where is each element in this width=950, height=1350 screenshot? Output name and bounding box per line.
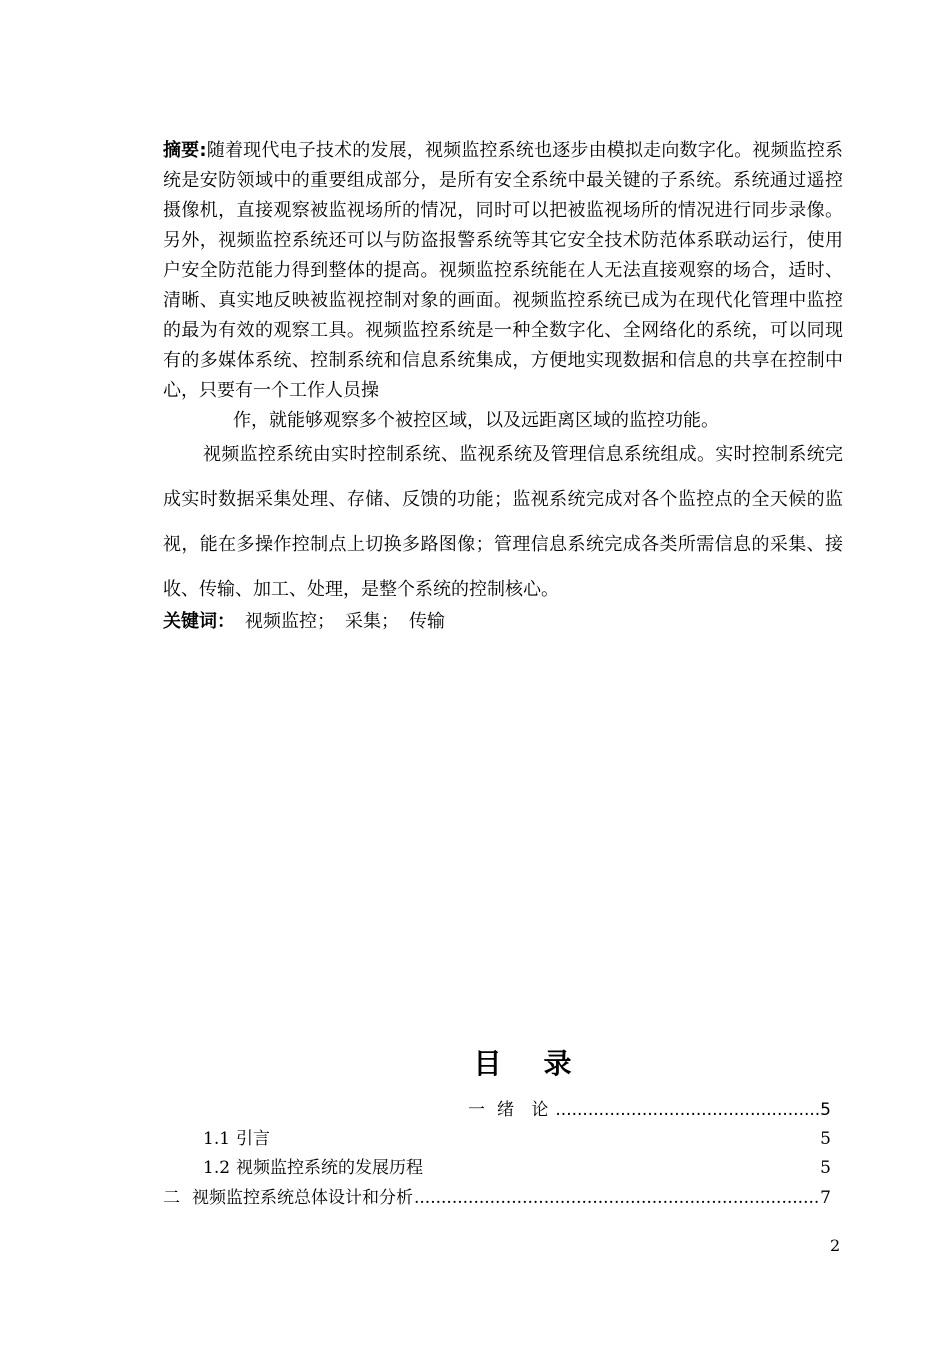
keyword-item: 采集； (345, 611, 399, 632)
toc-entry-page: 7 (820, 1188, 831, 1208)
intro-paragraph: 视频监控系统由实时控制系统、监视系统及管理信息系统组成。实时控制系统完成实时数据采集处理、存储、反馈的功能；监视系统完成对各个监控点的全天候的监视，能在多操作控制点上切换多路图像；管理信息系统完成各类所需信息的采集、接收、传输、加工、处理，是整个系统的控制核心。 (163, 444, 843, 600)
toc-entry-number: 一 (468, 1100, 485, 1120)
toc-leader-dots (555, 1096, 819, 1124)
toc-entry-1[interactable] (468, 1096, 831, 1124)
toc-entry-text: 绪 论 (497, 1100, 555, 1120)
abstract-last-line: 作，就能够观察多个被控区域，以及远距离区域的监控功能。 (233, 410, 719, 431)
toc-leader-dots (414, 1184, 819, 1212)
abstract-paragraph (163, 136, 843, 436)
toc-entry-page: 5 (820, 1129, 831, 1149)
toc-entry-text: 视频监控系统的发展历程 (236, 1158, 424, 1178)
abstract-body: 随着现代电子技术的发展，视频监控系统也逐步由模拟走向数字化。视频监控系统是安防领域中的重要组成部分，是所有安全系统中最关键的子系统。系统通过遥控摄像机，直接观察被监视场所的情况，同时可以把被监视场所的情况进行同步录像。另外，视频监控系统还可以与防盗报警系统等其它安全技术防范体系联动运行，使用户安全防范能力得到整体的提高。视频监控系统能在人无法直接观察的场合，适时、清晰、真实地反映被监视控制对象的画面。视频监控系统已成为在现代化管理中监控的最为有效的观察工具。视频监控系统是一种全数字化、全网络化的系统，可以同现有的多媒体系统、控制系统和信息系统集成，方便地实现数据和信息的共享在控制中心，只要有一个工作人员操 (163, 140, 844, 401)
toc-entry-number: 二 (163, 1188, 180, 1208)
toc-entry-4[interactable] (163, 1184, 831, 1212)
toc-entry-3[interactable] (203, 1154, 831, 1182)
keywords-line (163, 607, 445, 637)
toc-entry-page: 5 (820, 1100, 831, 1120)
toc-entry-page: 5 (820, 1158, 831, 1178)
keyword-item: 传输 (409, 611, 445, 632)
toc-entry-2[interactable] (203, 1125, 831, 1153)
toc-entry-number: 1.2 (203, 1158, 231, 1178)
keyword-item: 视频监控； (245, 611, 335, 632)
keywords-label: 关键词： (163, 611, 235, 632)
toc-title: 目录 (473, 1047, 614, 1080)
toc-entry-number: 1.1 (203, 1129, 231, 1149)
toc-entry-text: 视频监控系统总体设计和分析 (192, 1188, 413, 1208)
toc-entry-text: 引言 (236, 1129, 271, 1149)
abstract-label: 摘要: (163, 140, 207, 161)
page-number: 2 (830, 1236, 841, 1255)
